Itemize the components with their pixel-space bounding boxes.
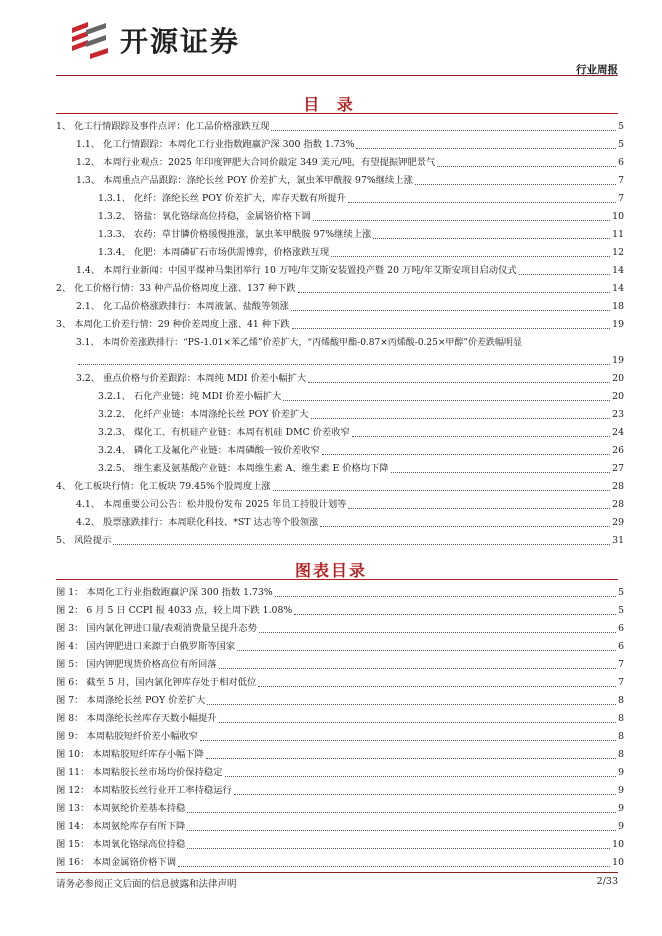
toc-entry[interactable] [56,478,624,496]
figure-entry[interactable] [56,620,624,638]
toc-leader-dots [313,220,611,221]
figure-entry[interactable] [56,854,624,872]
toc-entry-label: 图 7： 本周涤纶长丝 POY 价差扩大 [56,695,206,706]
toc-leader-dots [373,238,610,239]
toc-leader-dots [187,830,616,831]
toc-entry[interactable] [56,370,624,388]
toc-entry-page: 5 [618,121,624,132]
toc-entry-page: 5 [618,587,624,598]
toc-entry-page: 9 [618,767,624,778]
toc-entry-page: 6 [618,641,624,652]
toc-entry-label: 3.2、 重点价格与价差跟踪：本周纯 MDI 价差小幅扩大 [76,373,307,384]
toc-entry-label: 3.2.5、 维生素及氨基酸产业链：本周维生素 A、维生素 E 价格均下降 [98,463,389,474]
toc-entry-page: 14 [612,265,624,276]
toc-entry-label: 4、 化工板块行情：化工板块 79.45%个股周度上涨 [56,481,271,492]
toc-entry[interactable] [56,244,624,262]
toc-leader-dots [322,454,610,455]
toc-entry-label: 3.2.2、 化纤产业链：本周涤纶长丝 POY 价差扩大 [98,409,309,420]
toc-entry[interactable] [56,172,624,190]
report-type: 行业周报 [576,64,618,76]
toc-leader-dots [187,848,610,849]
toc-entry-page: 29 [612,517,624,528]
toc-title-underline [56,113,618,114]
toc-leader-dots [187,812,616,813]
toc-entry-label: 1.3.1、 化纤：涤纶长丝 POY 价差扩大，库存天数有所提升 [98,193,346,204]
brand-logo [68,20,240,60]
toc-entry-label: 1.2、 本周行业观点：2025 年印度钾肥大合同价敲定 349 美元/吨，有望提振钾肥景气 [76,157,436,168]
toc-leader-dots [271,130,616,131]
toc-entry-page: 11 [612,229,624,240]
figure-entry[interactable] [56,836,624,854]
figure-entry[interactable] [56,728,624,746]
toc-entry-label: 2、 化工价格行情：33 种产品价格周度上涨、137 种下跌 [56,283,296,294]
toc-entry-label: 图 15： 本周氧化铬绿高位持稳 [56,839,186,850]
toc-entry-page: 7 [618,193,624,204]
figure-entry[interactable] [56,674,624,692]
toc-entry-page: 23 [612,409,624,420]
toc-leader-dots [415,184,616,185]
toc-leader-dots [292,328,610,329]
toc-leader-dots [206,758,616,759]
figure-entry[interactable] [56,764,624,782]
toc-entry-label: 4.1、 本周重要公司公告：松井股份发布 2025 年员工持股计划等 [76,499,347,510]
toc-entry-label: 2.1、 化工品价格涨跌排行：本周液氯、盐酸等领涨 [76,301,289,312]
toc-entry-label: 图 1： 本周化工行业指数跑赢沪深 300 指数 1.73% [56,587,273,598]
toc-entry[interactable] [56,136,624,154]
header-divider [56,75,618,76]
toc-entry[interactable] [56,316,624,334]
toc-entry-page: 6 [618,157,624,168]
toc-leader-dots [291,310,610,311]
toc-leader-dots [219,722,617,723]
toc-entry-label: 1.4、 本周行业新闻：中国平煤神马集团举行 10 万吨/年艾斯安装置投产暨 20 万吨/年艾斯安项目启动仪式 [76,265,517,276]
toc-entry[interactable] [56,532,624,550]
toc-leader-dots [275,596,616,597]
toc-entry-label: 图 13： 本周氨纶价差基本持稳 [56,803,186,814]
toc-leader-dots [348,508,610,509]
toc-entry[interactable] [56,424,624,442]
toc-entry-label: 1.3.4、 化肥：本周磷矿石市场供需博弈，价格涨跌互现 [98,247,330,258]
toc-entry-page: 12 [612,247,624,258]
toc-leader-dots [519,274,610,275]
toc-entry-page: 10 [612,211,624,222]
toc-leader-dots [200,740,616,741]
toc-entry-page: 9 [618,821,624,832]
toc-leader-dots [258,686,616,687]
toc-leader-dots [437,166,616,167]
toc-entry[interactable] [56,496,624,514]
toc-entry[interactable] [56,208,624,226]
toc-entry-label: 3、 本周化工价差行情：29 种价差周度上涨、41 种下跌 [56,319,290,330]
toc-entry-label: 3.2.1、 石化产业链：纯 MDI 价差小幅扩大 [98,391,282,402]
figure-entry[interactable] [56,656,624,674]
toc-entry[interactable] [56,442,624,460]
toc-leader-dots [352,436,610,437]
toc-leader-dots [234,794,616,795]
toc-leader-dots [78,364,610,365]
toc-entry-page: 7 [618,175,624,186]
toc-entry[interactable] [56,190,624,208]
toc-entry-page: 18 [612,301,624,312]
toc-leader-dots [113,544,610,545]
figure-entry[interactable] [56,584,624,602]
toc-entry-page: 14 [612,283,624,294]
figure-entry[interactable] [56,746,624,764]
toc-entry-label: 图 12： 本周粘胶长丝行业开工率持稳运行 [56,785,232,796]
toc-entry-label: 4.2、 股票涨跌排行：本周联化科技、*ST 达志等个股领涨 [76,517,319,528]
brand-logo-icon [68,20,112,60]
toc-leader-dots [294,614,616,615]
toc-entry-page: 31 [612,535,624,546]
toc-leader-dots [259,632,616,633]
toc-entry-page: 28 [612,481,624,492]
toc-leader-dots [320,526,610,527]
toc-entry-page: 6 [618,623,624,634]
toc-entry-page: 7 [618,677,624,688]
footer-divider [56,872,618,873]
toc-leader-dots [298,292,611,293]
toc-entry[interactable] [56,352,624,370]
figure-list [56,584,624,872]
toc-entry-label: 图 16： 本周金属铬价格下调 [56,857,177,868]
toc-entry-label: 图 2： 6 月 5 日 CCPI 报 4033 点，较上周下跌 1.08% [56,605,293,616]
toc-leader-dots [331,256,610,257]
toc-entry[interactable] [56,118,624,136]
toc-entry-page: 5 [618,605,624,616]
toc-entry-page: 19 [612,319,624,330]
toc-entry-label: 图 11： 本周粘胶长丝市场均价保持稳定 [56,767,223,778]
toc-entry-page: 5 [618,139,624,150]
toc-entry-page: 8 [618,713,624,724]
toc-leader-dots [283,400,610,401]
toc-entry-label: 1.1、 化工行情跟踪：本周化工行业指数跑赢沪深 300 指数 1.73% [76,139,355,150]
figure-entry[interactable] [56,818,624,836]
toc-entry-page: 8 [618,695,624,706]
toc-entry-label: 图 10： 本周粘胶短纤库存小幅下降 [56,749,204,760]
toc-entry[interactable] [56,154,624,172]
toc-entry-label: 3.1、 本周价差涨跌排行：“PS-1.01×苯乙烯”价差扩大，“丙烯酸甲酯-0.87×丙烯酸-0.25×甲醇”价差跌幅明显 [76,338,522,348]
figures-title-underline [56,579,618,580]
toc-leader-dots [207,704,616,705]
toc-leader-dots [391,472,610,473]
toc-entry[interactable] [56,460,624,478]
toc-entry-page: 8 [618,749,624,760]
toc-entry[interactable] [56,406,624,424]
toc-entry-label: 图 8： 本周涤纶长丝库存天数小幅提升 [56,713,217,724]
toc-entry-label: 3.2.4、 磷化工及氟化产业链：本周磷酸一铵价差收窄 [98,445,320,456]
page-header [0,0,662,80]
toc-entry-page: 20 [612,373,624,384]
toc-entry-label: 1.3、 本周重点产品跟踪：涤纶长丝 POY 价差扩大，氯虫苯甲酰胺 97%继续上涨 [76,175,413,186]
figures-title: 图表目录 [294,561,367,580]
toc-entry[interactable] [56,334,624,352]
figure-entry[interactable] [56,638,624,656]
toc-entry[interactable] [56,280,624,298]
figure-entry[interactable] [56,710,624,728]
toc-entry-page: 10 [612,839,624,850]
figure-entry[interactable] [56,602,624,620]
figure-entry[interactable] [56,800,624,818]
toc-entry[interactable] [56,298,624,316]
figure-entry[interactable] [56,692,624,710]
table-of-contents [56,118,624,550]
toc-leader-dots [356,148,616,149]
toc-entry-page: 9 [618,803,624,814]
toc-leader-dots [237,650,616,651]
toc-entry-label: 图 5： 国内钾肥现货价格高位有所回落 [56,659,217,670]
toc-leader-dots [348,202,616,203]
toc-entry-label: 图 9： 本周粘胶短纤价差小幅收窄 [56,731,198,742]
toc-leader-dots [308,382,610,383]
toc-entry-page: 19 [612,355,624,366]
toc-entry[interactable] [56,388,624,406]
toc-entry[interactable] [56,262,624,280]
toc-entry-page: 24 [612,427,624,438]
toc-entry-page: 8 [618,731,624,742]
toc-entry-page: 28 [612,499,624,510]
toc-title: 目 录 [303,95,359,114]
toc-entry-label: 1.3.2、 铬盐：氧化铬绿高位持稳，金属铬价格下调 [98,211,311,222]
toc-leader-dots [273,490,611,491]
footer-disclaimer: 请务必参阅正文后面的信息披露和法律声明 [56,879,237,890]
toc-entry[interactable] [56,226,624,244]
toc-entry-label: 图 3： 国内氯化钾进口量/表观消费量呈提升态势 [56,623,257,634]
toc-entry-label: 图 6： 截至 5 月，国内氯化钾库存处于相对低位 [56,677,257,688]
page-number: 2/33 [596,876,618,887]
toc-entry-page: 20 [612,391,624,402]
toc-entry-page: 27 [612,463,624,474]
toc-entry-label: 5、 风险提示 [56,535,112,546]
figure-entry[interactable] [56,782,624,800]
brand-name: 开源证券 [120,25,241,58]
toc-entry[interactable] [56,514,624,532]
toc-entry-label: 1、 化工行情跟踪及事件点评：化工品价格涨跌互现 [56,121,270,132]
toc-entry-label: 3.2.3、 煤化工、有机硅产业链：本周有机硅 DMC 价差收窄 [98,427,350,438]
toc-entry-page: 26 [612,445,624,456]
toc-leader-dots [225,776,617,777]
toc-entry-page: 10 [612,857,624,868]
toc-leader-dots [219,668,617,669]
toc-entry-page: 9 [618,785,624,796]
toc-entry-page: 7 [618,659,624,670]
toc-leader-dots [311,418,611,419]
toc-leader-dots [178,866,610,867]
toc-entry-label: 图 4： 国内钾肥进口来源于白俄罗斯等国家 [56,641,236,652]
toc-entry-label: 1.3.3、 农药：草甘膦价格缓慢推涨，氯虫苯甲酰胺 97%继续上涨 [98,229,372,240]
toc-entry-label: 图 14： 本周氨纶库存有所下降 [56,821,186,832]
